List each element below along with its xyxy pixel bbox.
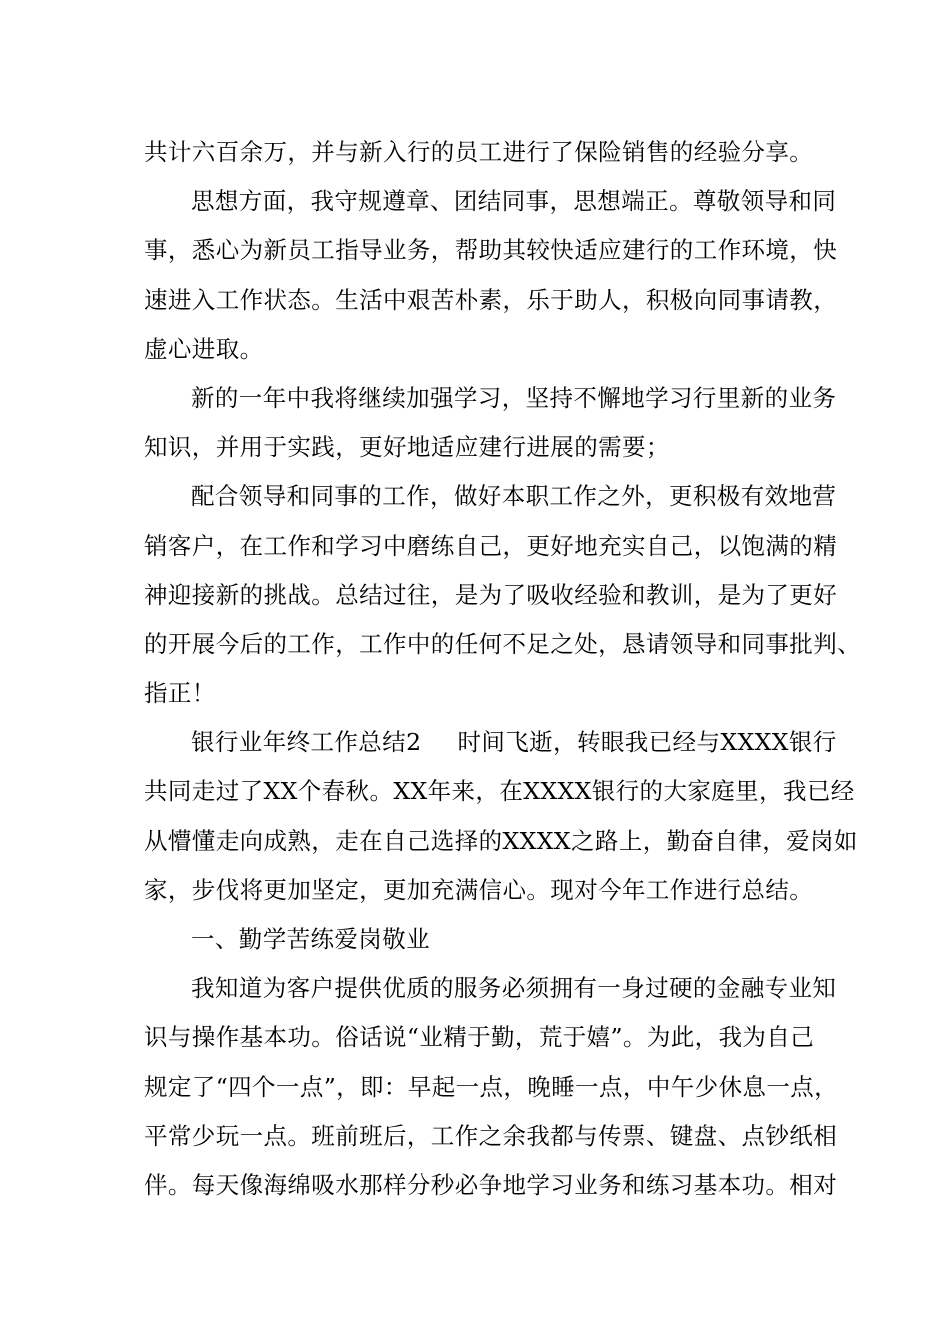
- text-line: 思想方面，我守规遵章、团结同事，思想端正。尊敬领导和同: [191, 187, 837, 216]
- section-heading-line: [144, 718, 844, 767]
- text-line-continuation: 时间飞逝，转眼我已经与XXXX银行: [457, 728, 837, 757]
- section-title: 银行业年终工作总结2: [191, 728, 422, 757]
- text-line: 识与操作基本功。俗话说“业精于勤，荒于嬉”。为此，我为自己: [144, 1023, 815, 1052]
- text-line: 配合领导和同事的工作，做好本职工作之外，更积极有效地营: [191, 482, 837, 511]
- text-line: 虚心进取。: [144, 334, 264, 363]
- text-line: 伴。每天像海绵吸水那样分秒必争地学习业务和练习基本功。相对: [144, 1170, 838, 1199]
- text-line: 新的一年中我将继续加强学习，坚持不懈地学习行里新的业务: [191, 383, 837, 412]
- text-line: 知识，并用于实践，更好地适应建行进展的需要；: [144, 433, 670, 462]
- text-line: 共计六百余万，并与新入行的员工进行了保险销售的经验分享。: [144, 138, 814, 166]
- text-line: 指正！: [144, 679, 216, 708]
- text-line: 速进入工作状态。生活中艰苦朴素，乐于助人，积极向同事请教，: [144, 285, 838, 314]
- text-line: 从懵懂走向成熟，走在自己选择的XXXX之路上，勤奋自律，爱岗如: [144, 826, 858, 855]
- text-line: 的开展今后的工作，工作中的任何不足之处，恳请领导和同事批判、: [144, 629, 861, 658]
- text-line: 规定了“四个一点”，即：早起一点，晚睡一点，中午少休息一点，: [144, 1072, 839, 1101]
- text-line: 销客户，在工作和学习中磨练自己，更好地充实自己，以饱满的精: [144, 531, 838, 560]
- text-line: 神迎接新的挑战。总结过往，是为了吸收经验和教训，是为了更好: [144, 580, 838, 609]
- text-line: 平常少玩一点。班前班后，工作之余我都与传票、键盘、点钞纸相: [144, 1121, 838, 1150]
- subheading-line: 一、勤学苦练爱岗敬业: [191, 925, 430, 953]
- document-body: [144, 128, 861, 1210]
- text-line: 家，步伐将更加坚定，更加充满信心。现对今年工作进行总结。: [144, 875, 814, 904]
- text-line: 共同走过了XX个春秋。XX年来，在XXXX银行的大家庭里，我已经: [144, 777, 855, 806]
- text-line: 事，悉心为新员工指导业务，帮助其较快适应建行的工作环境，快: [144, 236, 838, 265]
- text-line: 我知道为客户提供优质的服务必须拥有一身过硬的金融专业知: [191, 974, 837, 1003]
